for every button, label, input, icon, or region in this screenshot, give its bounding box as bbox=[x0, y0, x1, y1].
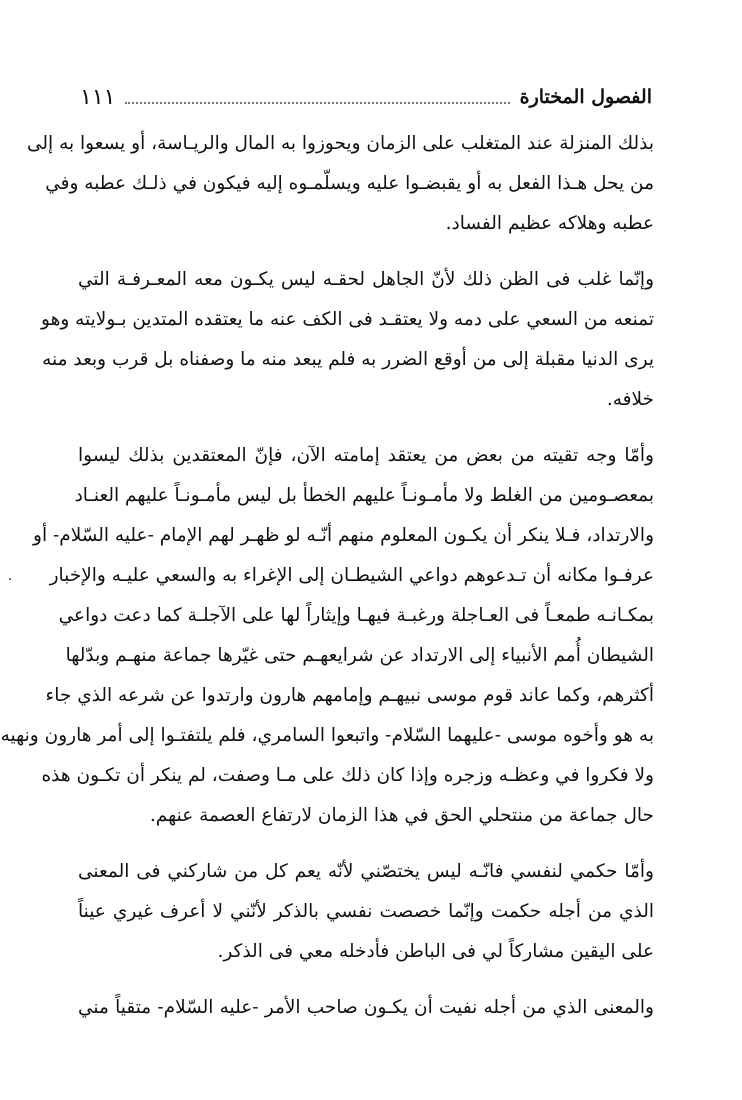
text-line: وإنّما غلب فى الظن ذلك لأنّ الجاهل لحقـه ليس يكـون معه المعـرفـة التي bbox=[78, 269, 654, 290]
text-line: على اليقين مشاركاً لي فى الباطن فأدخله معي فى الذكر. bbox=[217, 941, 654, 962]
text-line: بمكـانـه طمعـاً فى العـاجلة ورغبـة فيهـا وإيثاراً لها على الآجلـة كما دعت دواعي bbox=[58, 605, 654, 626]
text-line: الذي من أجله حكمت وإنّما خصصت نفسي بالذكر لأنّني لا أعرف غيري عيناً bbox=[78, 901, 654, 922]
text-line: وأمّا وجه تقيته من بعض من يعتقد إمامته الآن، فإنّ المعتقدين بذلك ليسوا bbox=[78, 445, 654, 466]
paragraph-3 bbox=[0, 436, 654, 836]
text-line: يرى الدنيا مقبلة إلى من أوقع الضرر به فلم يبعد منه ما وصفناه بل قرب وبعد منه bbox=[42, 349, 654, 370]
text-line: خلافه. bbox=[606, 389, 654, 410]
paragraph-2 bbox=[41, 260, 654, 420]
text-line: به هو وأخوه موسى -عليهما السّلام- واتبعوا السامري، فلم يلتفتـوا إلى أمر هارون ونهيه bbox=[0, 725, 654, 746]
text-line: ولا فكروا في وعظـه وزجره وإذا كان ذلك على مـا وصفت، لم ينكر أن تكـون هذه bbox=[41, 765, 654, 786]
text-line: عرفـوا مكانه أن تـدعوهم دواعي الشيطـان إلى الإغراء به والسعي عليـه والإخبار bbox=[49, 565, 654, 586]
text-line: بمعصـومين من الغلط ولا مأمـونـاً عليهم الخطأ بل ليس مأمـونـاً عليهم العنـاد bbox=[74, 485, 654, 506]
text-line: تمنعه من السعي على دمه ولا يعتقـد فى الكف عنه ما يعتقده المتدين بـولايته وهو bbox=[41, 309, 654, 330]
text-line: بذلك المنزلة عند المتغلب على الزمان ويحوزوا به المال والريـاسة، أو يسعوا به إلى bbox=[27, 133, 654, 154]
paragraph-4 bbox=[78, 852, 654, 972]
text-line: من يحل هـذا الفعل به أو يقبضـوا عليه ويسلّمـوه إليه فيكون في ذلـك عطبه وفي bbox=[45, 173, 654, 194]
text-line: حال جماعة من منتحلي الحق في هذا الزمان لارتفاع العصمة عنهم. bbox=[149, 805, 654, 826]
text-line: والمعنى الذي من أجله نفيت أن يكـون صاحب الأمر -عليه السّلام- متقياً مني bbox=[78, 997, 654, 1018]
body-text bbox=[0, 124, 654, 1044]
paragraph-5 bbox=[78, 988, 654, 1028]
text-line: والارتداد، فـلا ينكر أن يكـون المعلوم منهم أنّـه لو ظهـر لهم الإمام -عليه السّلام- أو bbox=[33, 525, 654, 546]
text-line: عطبه وهلاكه عظيم الفساد. bbox=[445, 213, 654, 234]
dotted-leader bbox=[125, 102, 509, 104]
text-line: الشيطان أُمم الأنبياء إلى الارتداد عن شرايعهـم حتى غيّرها جماعة منهـم وبدّلها bbox=[65, 645, 654, 666]
margin-speck bbox=[9, 578, 11, 580]
running-title: الفصول المختارة bbox=[519, 86, 652, 108]
page-header bbox=[80, 80, 652, 114]
page-number: ١١١ bbox=[80, 84, 116, 110]
text-line: وأمّا حكمي لنفسي فانّـه ليس يختصّني لأنّه يعم كل من شاركني فى المعنى bbox=[78, 861, 654, 882]
text-line: أكثرهم، وكما عاند قوم موسى نبيهـم وإمامهم هارون وارتدوا عن شرعه الذي جاء bbox=[45, 685, 654, 706]
paragraph-1 bbox=[27, 124, 654, 244]
